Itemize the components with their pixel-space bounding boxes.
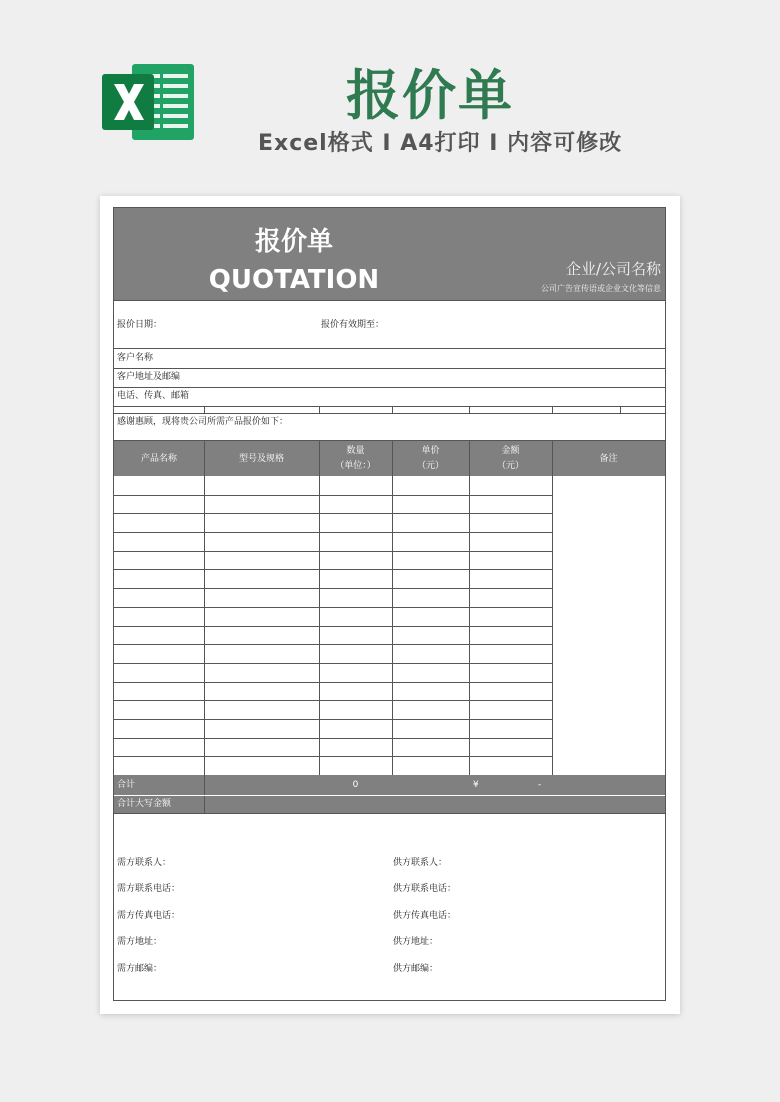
quotation-sheet [113, 207, 666, 1001]
table-row-line [114, 551, 552, 552]
col-header-price-unit: （元） [416, 461, 444, 471]
document-title-en: QUOTATION [208, 265, 380, 295]
col-header-model: 型号及规格 [238, 454, 284, 464]
table-row-line [114, 719, 552, 720]
col-header-amount: 金额 [501, 446, 520, 456]
col-header-qty-unit: （单位：） [335, 461, 376, 471]
col-header-amount-unit: （元） [496, 461, 524, 471]
quote-date-label: 报价日期： [117, 320, 163, 330]
banner-subtitle: Excel格式 I A4打印 I 内容可修改 [258, 131, 623, 156]
buyer-zip-label: 需方邮编： [117, 964, 163, 974]
banner [0, 0, 780, 195]
company-name[interactable]: 企业/公司名称 [565, 260, 661, 278]
company-info[interactable]: 公司广告宣传语或企业文化等信息 [541, 284, 661, 293]
table-row-line [114, 495, 552, 496]
seller-contact-label: 供方联系人： [393, 858, 448, 868]
col-header-qty: 数量 [346, 446, 365, 456]
buyer-phone-label: 需方联系电话： [117, 884, 181, 894]
seller-fax-label: 供方传真电话： [393, 911, 457, 921]
quotation-page [100, 196, 680, 1014]
seller-phone-label: 供方联系电话： [393, 884, 457, 894]
col-header-price: 单价 [421, 446, 440, 456]
table-row-line [114, 738, 552, 739]
intro-text: 感谢惠顾，现将贵公司所需产品报价如下： [117, 417, 289, 427]
banner-title: 报价单 [346, 64, 514, 127]
total-label: 合计 [117, 780, 136, 790]
customer-name-label: 客户名称 [117, 353, 154, 363]
valid-until-label: 报价有效期至： [321, 320, 385, 330]
total-amount: - [538, 780, 542, 790]
total-currency: ¥ [473, 780, 479, 790]
table-row-line [114, 756, 552, 757]
seller-zip-label: 供方邮编： [393, 964, 439, 974]
document-title-cn: 报价单 [254, 227, 333, 257]
col-header-product: 产品名称 [140, 454, 177, 464]
table-row-line [114, 644, 552, 645]
table-row-line [114, 569, 552, 570]
table-row-line [114, 513, 552, 514]
buyer-fax-label: 需方传真电话： [117, 911, 181, 921]
buyer-contact-label: 需方联系人： [117, 858, 172, 868]
table-row-line [114, 700, 552, 701]
total-qty: 0 [352, 780, 359, 790]
table-row-line [114, 607, 552, 608]
table-row-line [114, 682, 552, 683]
col-header-remark: 备注 [599, 454, 618, 464]
seller-address-label: 供方地址： [393, 937, 439, 947]
document-header [114, 208, 665, 300]
contact-label: 电话、传真、邮箱 [117, 391, 190, 401]
table-row-line [114, 588, 552, 589]
table-row-line [114, 663, 552, 664]
excel-icon [102, 60, 198, 144]
table-row-line [114, 626, 552, 627]
total-caps-row [114, 796, 665, 813]
customer-address-label: 客户地址及邮编 [117, 372, 181, 382]
table-row-line [114, 532, 552, 533]
total-caps-label: 合计大写金额 [117, 799, 172, 809]
buyer-address-label: 需方地址： [117, 937, 163, 947]
